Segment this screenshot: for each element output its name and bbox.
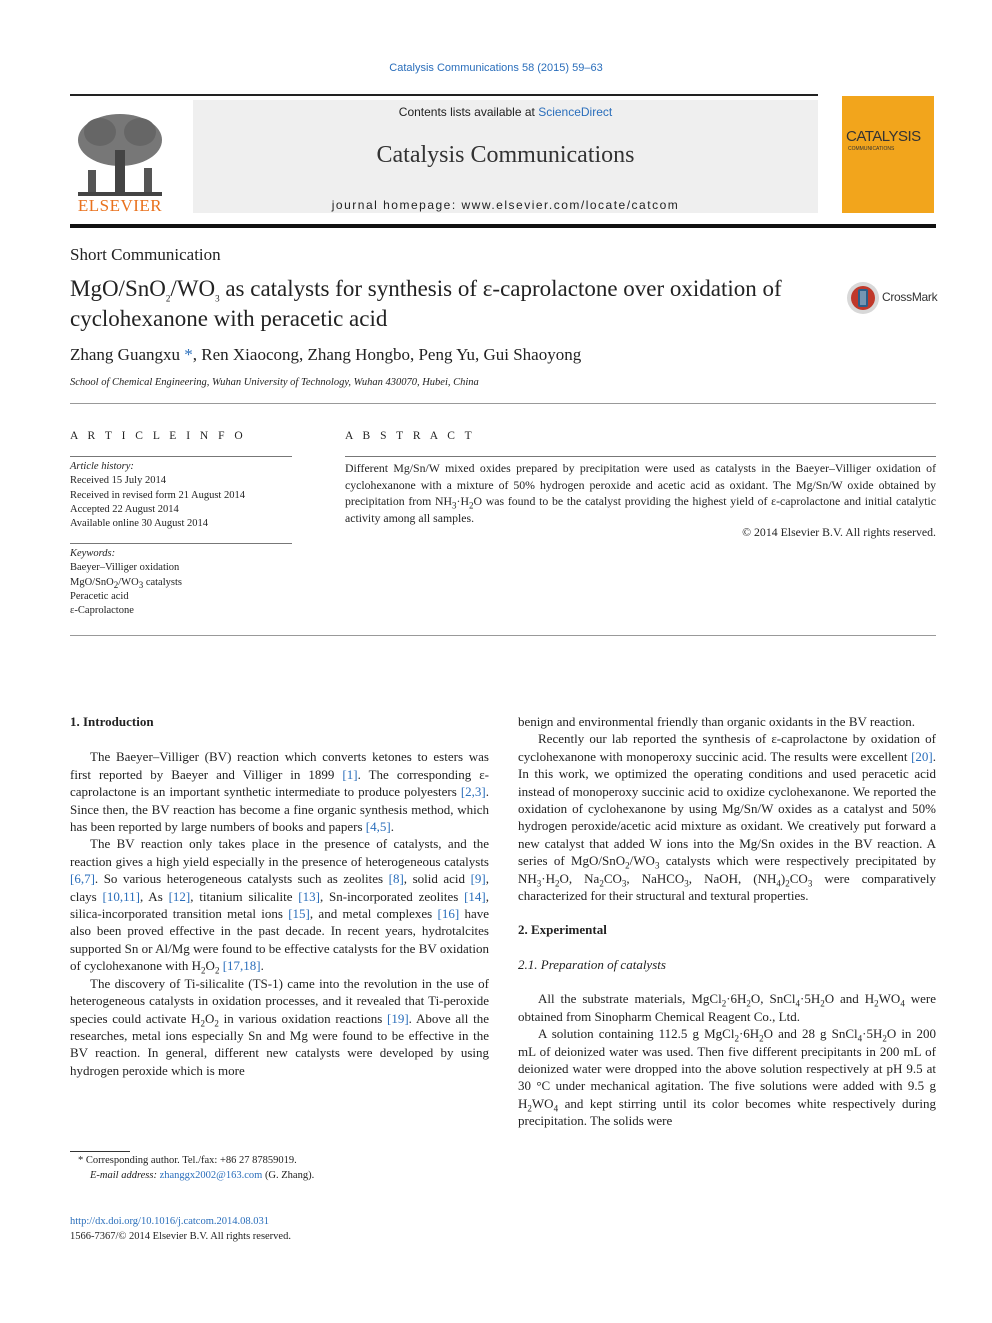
article-info-rule-2 [70, 543, 292, 544]
body-paragraph: The BV reaction only takes place in the presence of catalysts, and the reaction gives a high yield especially in the presence of heterogeneous catalysts [6,7]. So various heterogeneous catalysts such as zeolites [8], solid acid [9], clays [10,11], As [12], titanium silicalite [13], Sn-incorporated zeolites [14], silica-incorporated transition metal ions [15], and metal complexes [16] have also been proved effective in the past decade. In recent years, hydrotalcites supported Sn or Al/Mg were found to be effective catalysts for the BV oxidation of cyclohexanone with $H_2O_2$ [17,18]. [70, 836, 489, 976]
email-label: E-mail address: [90, 1169, 160, 1181]
abstract-text: Different Mg/Sn/W mixed oxides prepared by precipitation were used as catalysts in the Baeyer–Villiger oxidation of cyclohexanone with a mixture of 50% hydrogen peroxide and acetic acid as oxidant. The Mg/Sn/W oxide obtained by precipitation from $NH_3\cdot H_2O$ was found to be the catalyst providing the highest yield of ε-caprolactone and initial catalytic activity among all samples. [345, 461, 936, 525]
journal-homepage[interactable]: journal homepage: www.elsevier.com/locate/catcom [331, 198, 680, 212]
email-link[interactable]: zhanggx2002@163.com [159, 1169, 263, 1181]
article-type: Short Communication [70, 245, 221, 264]
body-paragraph: The Baeyer–Villiger (BV) reaction which converts ketones to esters was first reported by Baeyer and Villiger in 1899 [1]. The corresponding ε-caprolactone is an important synthetic intermediate to produce polyesters [2,3]. Since then, the BV reaction has become a fine organic synthesis method, which has been reported by large numbers of books and papers [4,5]. [70, 749, 489, 835]
experimental-heading: 2. Experimental [518, 922, 607, 938]
header-thick-rule [70, 224, 936, 228]
abstract-heading: A B S T R A C T [345, 430, 476, 442]
body-column-right [518, 713, 936, 1130]
body-paragraph: Recently our lab reported the synthesis of ε-caprolactone by oxidation of cyclohexanone with monoperoxy succinic acid. The results were excellent [20]. In this work, we optimized the operating conditions and used peracetic acid instead of monoperoxy succinic acid to oxidize cyclohexanone. We reported the oxidation of cyclohexanone by using Mg/Sn/W oxides as a catalyst and 50% hydrogen peroxide/acetic acid mixture as oxidant. We creatively put forward a new catalyst that added W ions into the Mg/Sn oxides in the BV reaction. A series of MgO/$SnO_2/WO_3$ catalysts which were respectively precipitated by $NH_3\cdot H_2O$, $Na_2CO_3$, NaHCO$_3$, NaOH, $(NH_4)_2CO_3$ were comparatively characterized for their structural and textural properties. [518, 731, 937, 904]
section-rule [70, 403, 936, 404]
author-list: Zhang Guangxu *, Ren Xiaocong, Zhang Hongbo, Peng Yu, Gui Shaoyong [70, 345, 582, 364]
abstract-rule [345, 456, 936, 457]
intro-heading: 1. Introduction [70, 714, 154, 729]
affiliation: School of Chemical Engineering, Wuhan University of Technology, Wuhan 430070, Hubei, China [70, 377, 479, 388]
history-received: Received 15 July 2014 [70, 475, 166, 487]
header-rule [70, 94, 818, 96]
keyword-item: ε-Caprolactone [70, 605, 134, 617]
cover-subtitle: COMMUNICATIONS [848, 146, 895, 152]
elsevier-wordmark: ELSEVIER [77, 196, 163, 215]
article-info-rule [70, 456, 292, 457]
journal-cover-thumbnail[interactable] [842, 96, 934, 213]
crossmark-label[interactable]: CrossMark [882, 290, 938, 304]
body-paragraph: All the substrate materials, $MgCl_2\cdot 6H_2O$, $SnCl_4\cdot 5H_2O$ and $H_2WO_4$ were obtained from Sinopharm Chemical Reagent Co., Ltd. [518, 991, 937, 1024]
contents-line [193, 105, 818, 119]
abstract-copyright: © 2014 Elsevier B.V. All rights reserved. [742, 525, 936, 539]
history-accepted: Accepted 22 August 2014 [70, 503, 179, 515]
footnote [70, 1154, 314, 1183]
crossmark-icon[interactable] [846, 281, 880, 315]
preparation-heading: 2.1. Preparation of catalysts [518, 956, 666, 972]
article-history [70, 460, 292, 531]
doi-block [70, 1215, 291, 1244]
history-online: Available online 30 August 2014 [70, 518, 209, 530]
section-rule-2 [70, 635, 936, 636]
body-paragraph: The discovery of Ti-silicalite (TS-1) came into the revolution in the use of heterogeneous catalysts in oxidation processes, and it revealed that Ti-peroxide species could activate $H_2O_2$ in various oxidation reactions [19]. Above all the researches, metal ions especially Sn and Mg were found to be effective in the BV reaction. In general, different new catalysts were developed by using hydrogen peroxide which is more [70, 975, 489, 1078]
history-revised: Received in revised form 21 August 2014 [70, 489, 245, 501]
body-paragraph: A solution containing 112.5 g $MgCl_2\cdot 6H_2O$ and 28 g $SnCl_4\cdot 5H_2O$ in 200 mL of deionized water was used. Then five different precipitants in 200 mL of deionized water were dropped into the above solution respectively at pH 9.5 at 30 °C under mechanical agitation. The five solutions were added with 9.5 g $H_2WO_4$ and kept stirring until its color becomes white respectively during precipitation. The solids were [518, 1026, 937, 1129]
sciencedirect-link[interactable]: ScienceDirect [538, 105, 613, 119]
corresponding-author: * Corresponding author. Tel./fax: +86 27 87859019. [78, 1155, 297, 1166]
article-title: MgO/$SnO_2/WO_3$ as catalysts for synthesis of ε-caprolactone over oxidation of cyclohexanone with peracetic acid [70, 276, 782, 331]
keyword-item: Peracetic acid [70, 590, 129, 602]
keywords-label: Keywords: [70, 548, 116, 559]
contents-prefix: Contents lists available at [398, 105, 539, 119]
keyword-item: MgO/$SnO_2/WO_3$ catalysts [70, 576, 182, 590]
issn-line: 1566-7367/© 2014 Elsevier B.V. All rights reserved. [70, 1230, 291, 1242]
body-column-left [70, 713, 489, 1079]
history-label: Article history: [70, 461, 134, 472]
footnote-rule [70, 1151, 130, 1152]
doi-link[interactable]: http://dx.doi.org/10.1016/j.catcom.2014.08.031 [70, 1216, 270, 1227]
keyword-item: Baeyer–Villiger oxidation [70, 562, 180, 574]
journal-name: Catalysis Communications [376, 142, 635, 168]
cover-title: CATALYSIS [846, 128, 921, 145]
journal-citation[interactable]: Catalysis Communications 58 (2015) 59–63 [389, 62, 603, 74]
article-info-heading: A R T I C L E I N F O [70, 430, 247, 442]
keywords [70, 547, 292, 618]
email-suffix: (G. Zhang). [262, 1169, 315, 1181]
body-paragraph: benign and environmental friendly than organic oxidants in the BV reaction. [518, 714, 916, 729]
